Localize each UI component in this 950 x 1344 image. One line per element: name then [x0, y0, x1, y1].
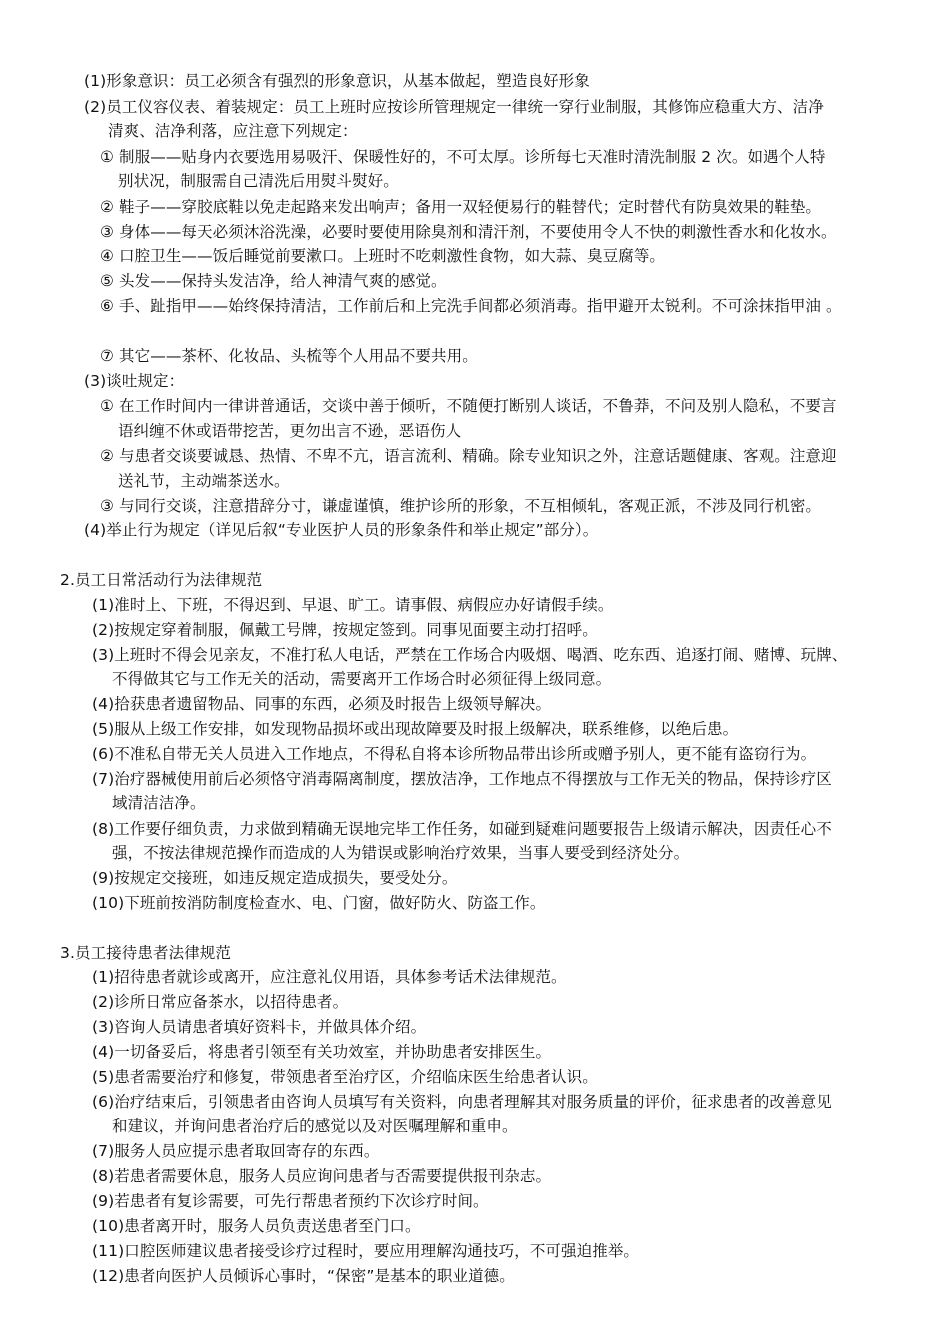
list-item-cont: 强，不按法律规范操作而造成的人为错误或影响治疗效果，当事人要受到经济处分。	[112, 844, 690, 862]
item-speech: (3)谈吐规定：	[84, 372, 185, 390]
list-item-cont: 域清洁洁净。	[112, 794, 206, 812]
list-item-cont: 和建议，并询问患者治疗后的感觉以及对医嘱理解和重申。	[112, 1117, 518, 1135]
list-item: (8)工作要仔细负责，力求做到精确无误地完毕工作任务，如碰到疑难问题要报告上级请示解决，因责任心不	[92, 820, 832, 838]
subitem-speech-3: ③ 与同行交谈，注意措辞分寸，谦虚谨慎，维护诊所的形象，不互相倾轧，客观正派，不涉及同行机密。	[100, 497, 822, 515]
list-item: (3)咨询人员请患者填好资料卡，并做具体介绍。	[92, 1018, 427, 1036]
subitem-other: ⑦ 其它——茶杯、化妆品、头梳等个人用品不要共用。	[100, 347, 478, 365]
list-item: (2)按规定穿着制服，佩戴工号牌，按规定签到。同事见面要主动打招呼。	[92, 621, 598, 639]
list-item: (12)患者向医护人员倾诉心事时，“保密”是基本的职业道德。	[92, 1267, 515, 1285]
subitem-body: ③ 身体——每天必须沐浴洗澡，必要时要使用除臭剂和清汗剂，不要使用令人不快的刺激性香水和化妆水。	[100, 223, 837, 241]
section-heading-patient-reception: 3.员工接待患者法律规范	[60, 944, 231, 962]
list-item-cont: 不得做其它与工作无关的活动，需要离开工作场合时必须征得上级同意。	[112, 670, 612, 688]
item-image-awareness: (1)形象意识：员工必须含有强烈的形象意识，从基本做起，塑造良好形象	[84, 72, 590, 90]
section-heading-daily-conduct: 2.员工日常活动行为法律规范	[60, 571, 263, 589]
list-item: (4)拾获患者遗留物品、同事的东西，必须及时报告上级领导解决。	[92, 695, 552, 713]
list-item: (2)诊所日常应备茶水，以招待患者。	[92, 993, 349, 1011]
list-item: (3)上班时不得会见亲友，不准打私人电话，严禁在工作场合内吸烟、喝酒、吃东西、追逐打闹、赌博、玩牌、	[92, 646, 848, 664]
list-item: (7)服务人员应提示患者取回寄存的东西。	[92, 1142, 380, 1160]
subitem-uniform-cont: 别状况，制服需自己清洗后用熨斗熨好。	[118, 172, 399, 190]
list-item: (1)招待患者就诊或离开，应注意礼仪用语，具体参考话术法律规范。	[92, 968, 567, 986]
list-item: (9)若患者有复诊需要，可先行帮患者预约下次诊疗时间。	[92, 1192, 489, 1210]
list-item: (9)按规定交接班，如违反规定造成损失，要受处分。	[92, 869, 458, 887]
list-item: (10)下班前按消防制度检查水、电、门窗，做好防火、防盗工作。	[92, 894, 546, 912]
item-dress-code: (2)员工仪容仪表、着装规定：员工上班时应按诊所管理规定一律统一穿行业制服，其修饰应稳重大方、洁净	[84, 98, 824, 116]
list-item: (5)患者需要治疗和修复，带领患者至治疗区，介绍临床医生给患者认识。	[92, 1068, 598, 1086]
subitem-hair: ⑤ 头发——保持头发洁净，给人神清气爽的感觉。	[100, 272, 447, 290]
subitem-nails: ⑥ 手、趾指甲——始终保持清洁，工作前后和上完洗手间都必须消毒。指甲避开太锐利。不可涂抹指甲油 。	[100, 297, 842, 315]
list-item: (5)服从上级工作安排，如发现物品损坏或出现故障要及时报上级解决，联系维修，以绝后患。	[92, 720, 739, 738]
list-item: (6)不准私自带无关人员进入工作地点，不得私自将本诊所物品带出诊所或赠予别人，更不能有盗窃行为。	[92, 745, 817, 763]
subitem-speech-2-cont: 送礼节，主动端茶送水。	[118, 472, 290, 490]
subitem-uniform: ① 制服——贴身内衣要选用易吸汗、保暖性好的，不可太厚。诊所每七天准时清洗制服 2 次。如遇个人特	[100, 148, 826, 166]
subitem-speech-2: ② 与患者交谈要诚恳、热情、不卑不亢，语言流利、精确。除专业知识之外，注意话题健康、客观。注意迎	[100, 447, 837, 465]
item-dress-code-cont: 清爽、洁净利落，应注意下列规定：	[108, 122, 358, 140]
list-item: (7)治疗器械使用前后必须恪守消毒隔离制度，摆放洁净，工作地点不得摆放与工作无关的物品，保持诊疗区	[92, 770, 832, 788]
subitem-speech-1-cont: 语纠缠不休或语带挖苦，更勿出言不逊，恶语伤人	[118, 422, 462, 440]
subitem-oral-hygiene: ④ 口腔卫生——饭后睡觉前要漱口。上班时不吃刺激性食物，如大蒜、臭豆腐等。	[100, 247, 666, 265]
list-item: (10)患者离开时，服务人员负责送患者至门口。	[92, 1217, 421, 1235]
item-behavior: (4)举止行为规定（详见后叙“专业医护人员的形象条件和举止规定”部分）。	[84, 521, 599, 539]
subitem-shoes: ② 鞋子——穿胶底鞋以免走起路来发出响声；备用一双轻便易行的鞋替代；定时替代有防臭效果的鞋垫。	[100, 198, 822, 216]
list-item: (1)准时上、下班，不得迟到、早退、旷工。请事假、病假应办好请假手续。	[92, 596, 614, 614]
list-item: (8)若患者需要休息，服务人员应询问患者与否需要提供报刊杂志。	[92, 1167, 552, 1185]
list-item: (6)治疗结束后，引领患者由咨询人员填写有关资料，向患者理解其对服务质量的评价，征求患者的改善意见	[92, 1093, 832, 1111]
list-item: (4)一切备妥后，将患者引领至有关功效室，并协助患者安排医生。	[92, 1043, 552, 1061]
list-item: (11)口腔医师建议患者接受诊疗过程时，要应用理解沟通技巧，不可强迫推举。	[92, 1242, 640, 1260]
subitem-speech-1: ① 在工作时间内一律讲普通话，交谈中善于倾听，不随便打断别人谈话，不鲁莽，不问及别人隐私，不要言	[100, 397, 837, 415]
